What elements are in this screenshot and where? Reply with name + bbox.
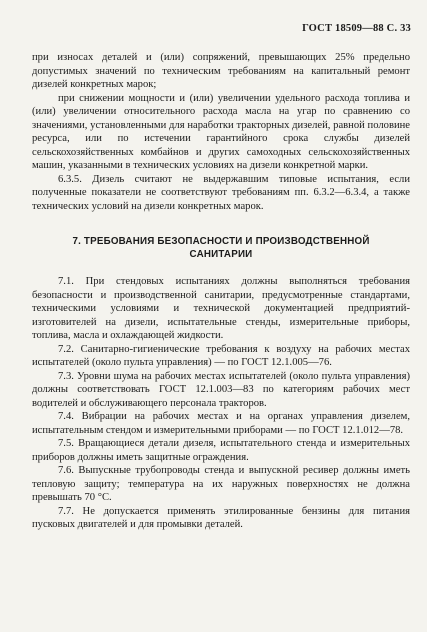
paragraph: 7.4. Вибрации на рабочих местах и на органах управления дизелем, испытательным стендом и измерительными приборами — по ГОСТ 12.1.012—78. <box>32 411 410 436</box>
document-body <box>32 51 410 532</box>
page-header: ГОСТ 18509—88 С. 33 <box>302 23 411 34</box>
paragraph: 6.3.5. Дизель считают не выдержавшим типовые испытания, если полученные показатели не соответствуют требованиям пп. 6.3.2—6.3.4, а также технических условий на дизели конкретных марок. <box>32 173 410 212</box>
paragraph: при износах деталей и (или) сопряжений, превышающих 25% предельно допустимых значений по техническим требованиям на капитальный ремонт дизелей конкретных марок; <box>32 52 410 90</box>
section-title-line: САНИТАРИИ <box>189 249 253 260</box>
paragraph: при снижении мощности и (или) увеличении удельного расхода топлива и (или) увеличении относительного расхода масла на угар по сравнению со значениями, установленными для наработки тракторных дизелей, равной половине ресурса, или по истечении гарантийного срока службы дизелей сельскохозяйственных комбайнов и других самоходных сельскохозяйственных машин, указанными в технических условиях на дизели конкретной марки. <box>32 92 410 171</box>
paragraph: 7.2. Санитарно-гигиенические требования к воздуху на рабочих местах испытателей (около пульта управления) — по ГОСТ 12.1.005—76. <box>32 343 410 368</box>
paragraph: 7.5. Вращающиеся детали дизеля, испытательного стенда и измерительных приборов должны иметь защитные ограждения. <box>32 438 410 463</box>
section-title-line: 7. ТРЕБОВАНИЯ БЕЗОПАСНОСТИ И ПРОИЗВОДСТВЕННОЙ <box>72 236 370 247</box>
paragraph: 7.7. Не допускается применять этилированные бензины для питания пусковых двигателей и для промывки деталей. <box>32 505 410 530</box>
paragraph: 7.3. Уровни шума на рабочих местах испытателей (около пульта управления) должны соответствовать ГОСТ 12.1.003—83 по категориям рабочих мест водителей и обслуживающего персонала тракторов. <box>32 370 410 409</box>
paragraph: 7.6. Выпускные трубопроводы стенда и выпускной ресивер должны иметь тепловую защиту; температура на их наружных поверхностях не должна превышать 70 °С. <box>32 465 410 503</box>
section-title <box>32 235 410 261</box>
paragraph: 7.1. При стендовых испытаниях должны выполняться требования безопасности и производственной санитарии, предусмотренные стандартами, техническими условиями и технической документацией предприятий-изготовителей на дизели, испытательные стенды, измерительные приборы, топлива, масла и охлаждающей жидкости. <box>32 276 410 341</box>
